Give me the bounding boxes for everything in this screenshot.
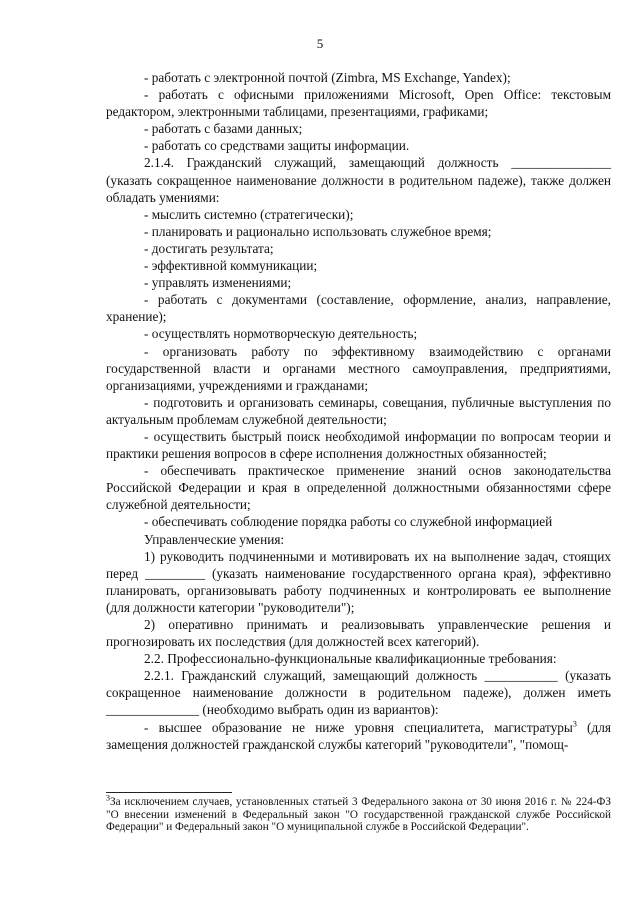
paragraph: - достигать результата; [144, 240, 274, 256]
paragraph: 2) оперативно принимать и реализовывать управленческие решения и прогнозировать их последствия (для должностей всех категорий). [106, 617, 611, 650]
footnote-separator [106, 792, 232, 793]
paragraph: - работать со средствами защиты информации. [144, 138, 410, 154]
paragraph: 2.1.4. Гражданский служащий, замещающий должность _______________ (указать сокращенное наименование должности в родительном падеже), также должен обладать умениями: [106, 155, 611, 205]
paragraph: - эффективной коммуникации; [144, 258, 318, 274]
footnote-reference: 3 [572, 719, 577, 729]
document-body [106, 69, 611, 753]
paragraph: - работать с базами данных; [144, 121, 303, 137]
paragraph: - работать с документами (составление, оформление, анализ, направление, хранение); [106, 292, 611, 325]
paragraph: - работать с офисными приложениями Microsoft, Open Office: текстовым редактором, электронными таблицами, презентациями, графиками; [106, 87, 611, 120]
paragraph: - осуществлять нормотворческую деятельность; [144, 326, 418, 342]
paragraph: - организовать работу по эффективному взаимодействию с органами государственной власти и органами местного самоуправления, предприятиями, организациями, учреждениями и гражданами; [106, 343, 611, 393]
footnote-text: За исключением случаев, установленных статьей 3 Федерального закона от 30 июня 2016 г. № 224-ФЗ "О внесении изменений в Федеральный закон "О государственной гражданской службе Российской Федерации" и Федеральный закон "О муниципальной службе в Российской Федерации". [106, 796, 611, 834]
paragraph: 2.2.1. Гражданский служащий, замещающий должность ___________ (указать сокращенное наименование должности в родительном падеже), должен иметь ______________ (необходимо выбрать один из вариантов): [106, 668, 611, 718]
paragraph: - работать с электронной почтой (Zimbra, MS Exchange, Yandex); [144, 70, 511, 85]
paragraph-with-footnote [106, 719, 611, 753]
page-number: 5 [316, 36, 324, 51]
section-subheading: Управленческие умения: [144, 531, 285, 547]
paragraph-text: (для замещения должностей гражданской службы категорий "руководители", "помощ- [106, 719, 611, 752]
paragraph: - обеспечивать практическое применение знаний основ законодательства Российской Федерации и края в определенной должностными обязанностями сфере служебной деятельности; [106, 463, 611, 513]
footnote [106, 793, 611, 834]
footnote-marker: 3 [106, 793, 110, 803]
paragraph-text: - высшее образование не ниже уровня специалитета, магистратуры [144, 719, 573, 735]
paragraph: - управлять изменениями; [144, 275, 292, 291]
paragraph: 1) руководить подчиненными и мотивировать их на выполнение задач, стоящих перед _________ (указать наименование государственного органа края), эффективно планировать, организовывать работу подчиненных и контролировать ее выполнение (для должности категории "руководители"); [106, 548, 611, 615]
paragraph: - осуществить быстрый поиск необходимой информации по вопросам теории и практики решения вопросов в сфере исполнения должностных обязанностей; [106, 428, 611, 462]
paragraph: - обеспечивать соблюдение порядка работы со служебной информацией [144, 514, 553, 530]
paragraph: - подготовить и организовать семинары, совещания, публичные выступления по актуальным проблемам служебной деятельности; [106, 394, 611, 427]
section-heading: 2.2. Профессионально-функциональные квалификационные требования: [144, 651, 557, 667]
paragraph: - планировать и рационально использовать служебное время; [144, 223, 492, 239]
paragraph: - мыслить системно (стратегически); [144, 206, 354, 222]
